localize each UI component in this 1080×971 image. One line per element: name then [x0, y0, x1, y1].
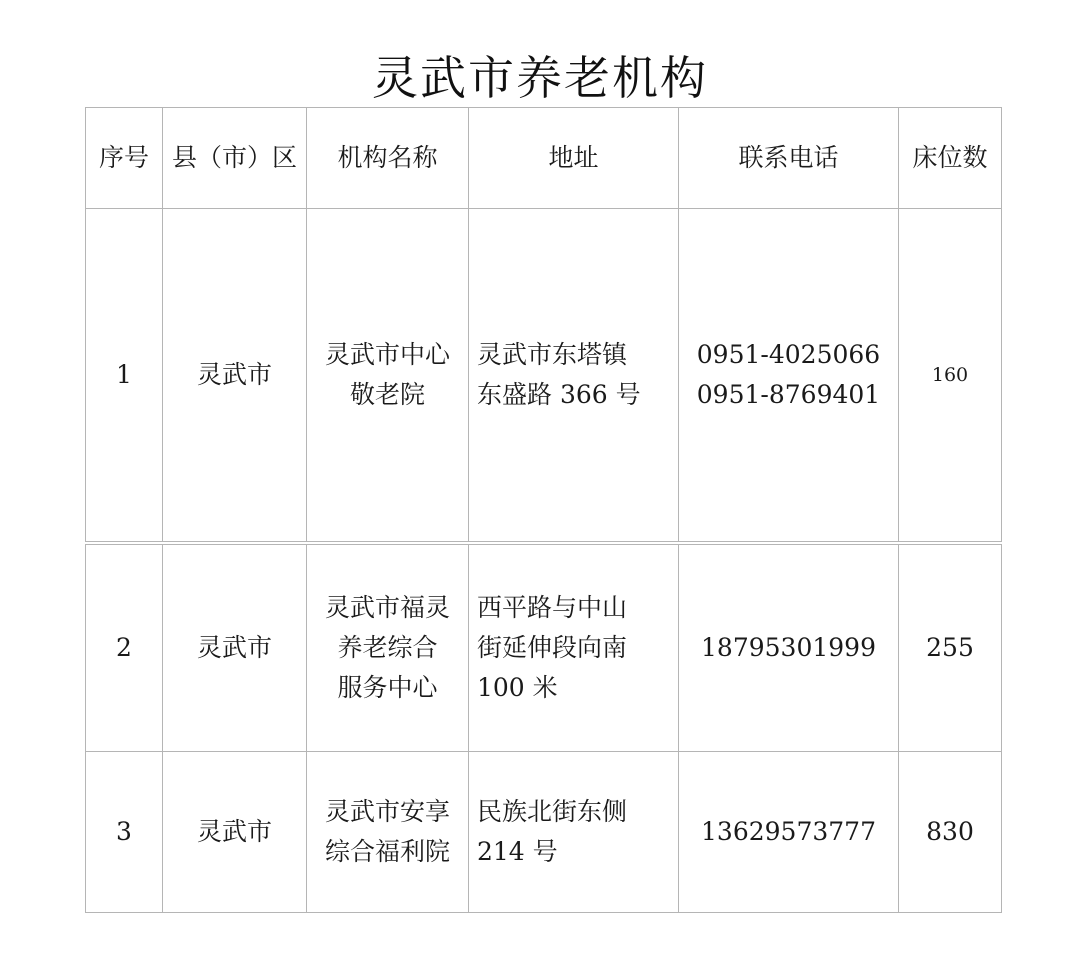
table-row	[86, 209, 1002, 544]
cell-beds: 160	[899, 209, 1002, 544]
cell-seq: 2	[86, 543, 163, 752]
cell-seq: 3	[86, 752, 163, 913]
cell-name: 灵武市福灵 养老综合 服务中心	[307, 543, 469, 752]
table-row	[86, 543, 1002, 752]
cell-name: 灵武市安享 综合福利院	[307, 752, 469, 913]
header-name: 机构名称	[307, 108, 469, 209]
cell-phone: 18795301999	[679, 543, 899, 752]
cell-district: 灵武市	[163, 209, 307, 544]
header-beds: 床位数	[899, 108, 1002, 209]
cell-seq: 1	[86, 209, 163, 544]
header-district: 县（市）区	[163, 108, 307, 209]
cell-address: 西平路与中山 街延伸段向南 100 米	[469, 543, 679, 752]
cell-address: 灵武市东塔镇 东盛路 366 号	[469, 209, 679, 544]
institution-table-container	[85, 107, 1001, 913]
header-phone: 联系电话	[679, 108, 899, 209]
cell-address: 民族北街东侧 214 号	[469, 752, 679, 913]
table-header-row	[86, 108, 1002, 209]
document-title: 灵武市养老机构	[372, 51, 708, 105]
cell-phone: 13629573777	[679, 752, 899, 913]
cell-beds: 830	[899, 752, 1002, 913]
header-address: 地址	[469, 108, 679, 209]
table-row	[86, 752, 1002, 913]
cell-district: 灵武市	[163, 543, 307, 752]
cell-beds: 255	[899, 543, 1002, 752]
cell-name: 灵武市中心 敬老院	[307, 209, 469, 544]
cell-phone: 0951-4025066 0951-8769401	[679, 209, 899, 544]
institution-table	[85, 107, 1002, 913]
cell-district: 灵武市	[163, 752, 307, 913]
header-seq: 序号	[86, 108, 163, 209]
